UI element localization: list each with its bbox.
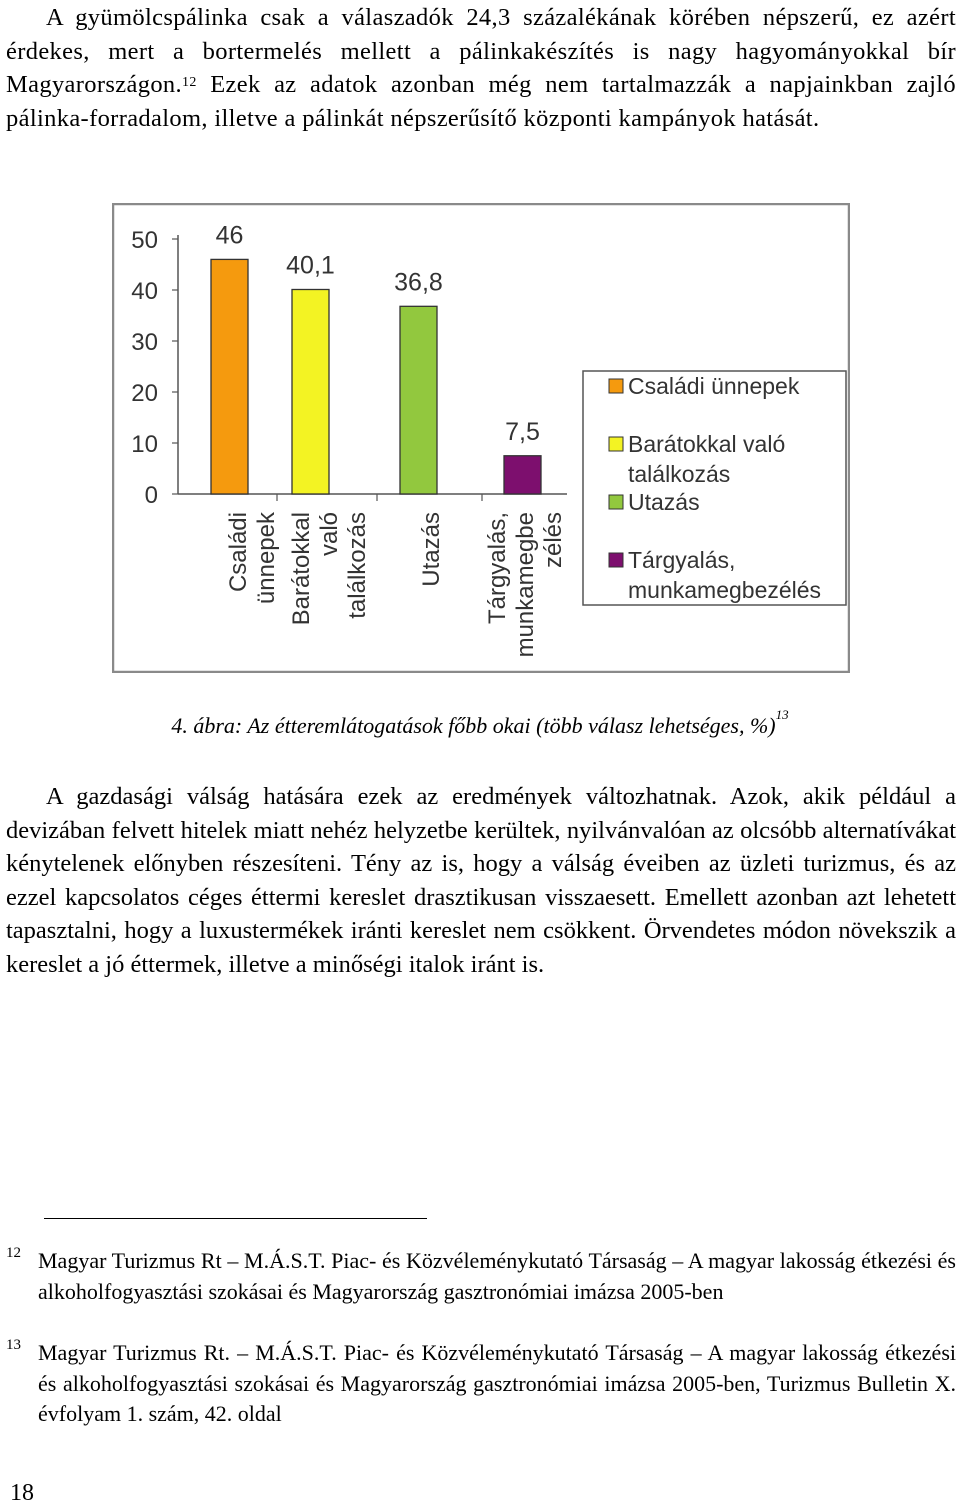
y-tick-label: 30	[131, 329, 158, 356]
figure-caption	[0, 707, 960, 739]
page-number: 18	[10, 1480, 34, 1506]
body-paragraph-1	[6, 1, 956, 135]
legend-label: találkozás	[628, 461, 731, 487]
footnote-number: 13	[6, 1337, 21, 1353]
y-tick-label: 10	[131, 431, 158, 458]
legend-label: munkamegbezélés	[628, 577, 822, 603]
caption-text: 4. ábra: Az étteremlátogatások főbb okai (több válasz lehetséges, %)	[171, 713, 776, 738]
y-tick-label: 0	[144, 482, 158, 509]
data-label: 7,5	[505, 417, 540, 446]
footnote-ref-13[interactable]: 13	[775, 707, 789, 722]
footnote-text: Magyar Turizmus Rt – M.Á.S.T. Piac- és Közvéleménykutató Társaság – A magyar lakosság étkezési és alkoholfogyasztási szokásai és Magyarország gasztronómiai imázsa 2005-ben	[38, 1248, 956, 1304]
paragraph-1-text: A gyümölcspálinka csak a válaszadók 24,3 százalékának körében népszerű, ez azért érdekes, mert a bortermelés mellett a pálinkakészítés is nagy hagyományokkal bír Magyarországon.	[6, 4, 956, 98]
category-label: Tárgyalás,	[484, 512, 511, 625]
y-tick-label: 20	[131, 380, 158, 407]
y-tick-label: 40	[131, 278, 158, 305]
footnote-13	[6, 1338, 956, 1430]
legend-label: Tárgyalás,	[628, 547, 736, 573]
category-label: zélés	[540, 512, 567, 569]
legend-label: Barátokkal való	[628, 431, 786, 457]
chart-svg	[112, 203, 850, 673]
legend-swatch	[609, 379, 623, 393]
footnote-ref-12[interactable]: 12	[182, 75, 197, 90]
category-label: való	[316, 512, 343, 557]
legend-swatch	[609, 437, 623, 451]
bar	[400, 306, 437, 494]
category-label: munkamegbe	[512, 512, 539, 658]
category-label: Utazás	[418, 512, 445, 587]
footnote-number: 12	[6, 1245, 21, 1261]
category-label: találkozás	[344, 512, 371, 619]
category-label: ünnepek	[253, 512, 280, 605]
legend-label: Családi ünnepek	[628, 373, 800, 399]
footnote-separator	[44, 1218, 427, 1219]
body-paragraph-2	[6, 780, 956, 981]
bar	[211, 259, 248, 494]
bar-chart	[112, 203, 850, 673]
bar	[292, 289, 329, 494]
footnote-12	[6, 1246, 956, 1307]
legend-swatch	[609, 495, 623, 509]
y-tick-label: 50	[131, 227, 158, 254]
data-label: 36,8	[394, 268, 443, 297]
data-label: 40,1	[286, 251, 335, 280]
category-label: Családi	[225, 512, 252, 593]
paragraph-1-text-continued: Ezek az adatok azonban még nem tartalmazzák a napjainkban zajló pálinka-forradalom, illetve a pálinkát népszerűsítő központi kampányok hatását.	[6, 71, 956, 132]
category-label: Barátokkal	[288, 512, 315, 626]
footnote-text: Magyar Turizmus Rt. – M.Á.S.T. Piac- és Közvéleménykutató Társaság – A magyar lakosság étkezési és alkoholfogyasztási szokásai és Magyarország gasztronómiai imázsa 2005-ben, Turizmus Bulletin X. évfolyam 1. szám, 42. oldal	[38, 1340, 956, 1426]
legend-label: Utazás	[628, 489, 700, 515]
legend-swatch	[609, 553, 623, 567]
paragraph-2-text: A gazdasági válság hatására ezek az eredmények változhatnak. Azok, akik például a devizában felvett hitelek miatt nehéz helyzetbe kerültek, nyilvánvalóan az olcsóbb alternatívákat kénytelenek előnyben részesíteni. Tény az is, hogy a válság éveiben az üzleti turizmus, és az ezzel kapcsolatos céges éttermi kereslet drasztikusan visszaesett. Emellett azonban azt lehetett tapasztalni, hogy a luxustermékek iránti kereslet nem csökkent. Örvendetes módon növekszik a kereslet a jó éttermek, illetve a minőségi italok iránt is.	[6, 783, 956, 978]
data-label: 46	[215, 221, 244, 250]
bar	[504, 456, 541, 494]
